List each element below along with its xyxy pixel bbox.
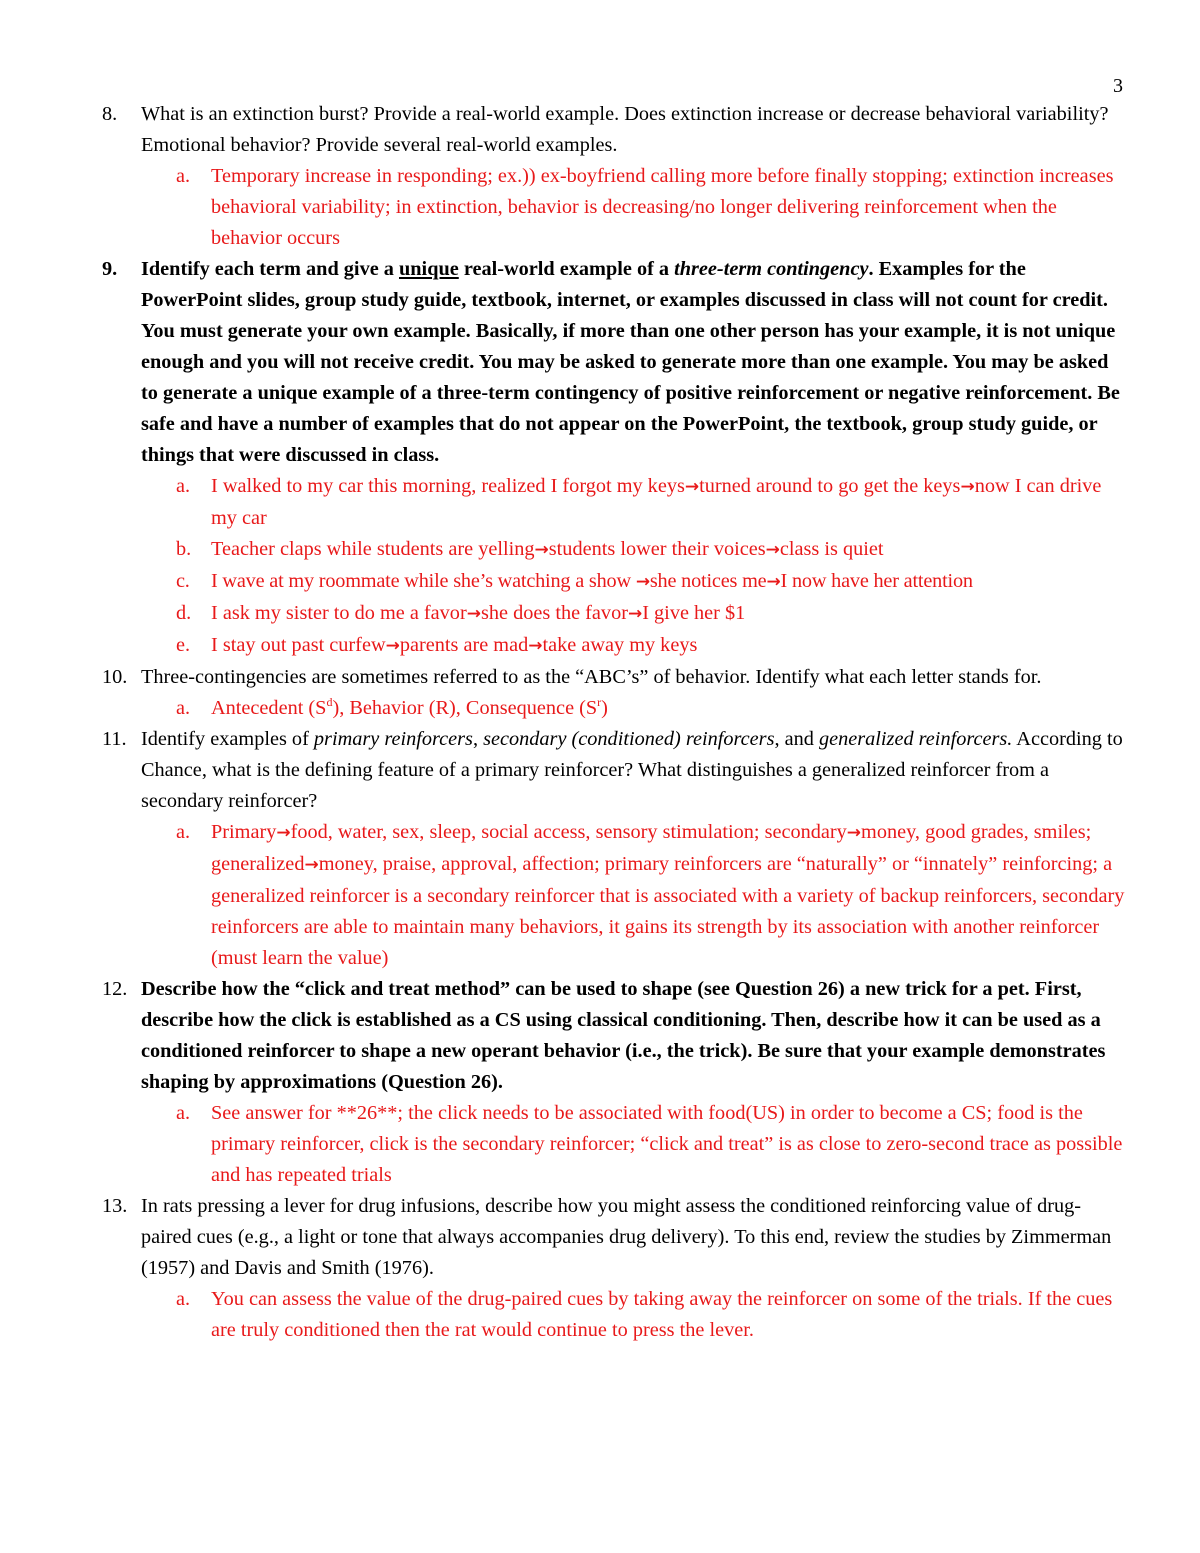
question-text-italic: three-term contingency bbox=[674, 258, 869, 280]
answer-text: take away my keys bbox=[542, 634, 698, 656]
question-number: 9. bbox=[102, 258, 118, 280]
arrow-icon: → bbox=[684, 477, 700, 497]
question-text-part: real-world example of a bbox=[458, 258, 675, 280]
arrow-icon: → bbox=[276, 823, 291, 843]
page-number: 3 bbox=[1113, 75, 1123, 97]
answer-letter: a. bbox=[176, 821, 191, 843]
question-number: 13. bbox=[102, 1195, 128, 1217]
answer-text: money, good grades, smiles; generalized bbox=[211, 821, 1092, 875]
answer-text: ), Behavior (R), Consequence (S bbox=[332, 697, 598, 719]
question-text: Describe how the “click and treat method” can be used to shape (see Question 26) a new trick for a pet. First, describe how the click is established as a CS using classical conditioning. Then, describe how it can be used as a conditioned reinforcer to shape a new operant behavior (i.e., the trick). Be sure that your example demonstrates shaping by approximations (Question 26). bbox=[141, 978, 1106, 1093]
answer-text: students lower their voices bbox=[548, 538, 766, 560]
answer-letter: a. bbox=[176, 697, 191, 719]
answer-9c bbox=[0, 566, 1200, 598]
question-10 bbox=[0, 662, 1200, 693]
question-number: 8. bbox=[102, 103, 118, 125]
arrow-icon: → bbox=[534, 540, 549, 560]
question-text-part: Identify each term and give a bbox=[141, 258, 399, 280]
arrow-icon: → bbox=[635, 572, 650, 592]
answer-text: I walked to my car this morning, realized I forgot my keys bbox=[211, 475, 685, 497]
answer-text: I ask my sister to do me a favor bbox=[211, 602, 467, 624]
answer-text: See answer for **26**; the click needs to be associated with food(US) in order to become a CS; food is the primary reinforcer, click is the secondary reinforcer; “click and treat” is as close to zero-second trace as possible and has repeated trials bbox=[211, 1102, 1123, 1186]
answer-letter: e. bbox=[176, 634, 191, 656]
arrow-icon: → bbox=[960, 477, 975, 497]
question-text-italic: secondary (conditioned) reinforcers bbox=[483, 728, 775, 750]
answer-text: money, praise, approval, affection; primary reinforcers are “naturally” or “innately” reinforcing; a generalized reinforcer is a secondary reinforcer that is associated with a variety of backup reinforcers, secondary reinforcers are able to maintain many behaviors, it gains its strength by its association with another reinforcer (must learn the value) bbox=[211, 853, 1125, 969]
question-9 bbox=[0, 254, 1200, 471]
answer-text: she notices me bbox=[649, 570, 767, 592]
question-12 bbox=[0, 974, 1200, 1098]
arrow-icon: → bbox=[528, 636, 543, 656]
answer-text: Primary bbox=[211, 821, 277, 843]
answer-text: ) bbox=[601, 697, 608, 719]
answer-text: Teacher claps while students are yelling bbox=[211, 538, 535, 560]
question-11 bbox=[0, 724, 1200, 817]
answer-text: Temporary increase in responding; ex.)) ex-boyfriend calling more before finally stopping; extinction increases behavioral variability; in extinction, behavior is decreasing/no longer delivering reinforcement when the behavior occurs bbox=[211, 165, 1114, 249]
arrow-icon: → bbox=[766, 572, 781, 592]
answer-text: food, water, sex, sleep, social access, sensory stimulation; secondary bbox=[290, 821, 847, 843]
answer-text: I stay out past curfew bbox=[211, 634, 386, 656]
question-text: Three-contingencies are sometimes referred to as the “ABC’s” of behavior. Identify what each letter stands for. bbox=[141, 666, 1042, 688]
question-number: 10. bbox=[102, 666, 128, 688]
superscript: d bbox=[326, 695, 333, 710]
arrow-icon: → bbox=[385, 636, 400, 656]
answer-text: class is quiet bbox=[779, 538, 884, 560]
question-text: In rats pressing a lever for drug infusions, describe how you might assess the conditioned reinforcing value of drug-paired cues (e.g., a light or tone that always accompanies drug delivery). To this end, review the studies by Zimmerman (1957) and Davis and Smith (1976). bbox=[141, 1195, 1112, 1279]
question-text: What is an extinction burst? Provide a real-world example. Does extinction increase or decrease behavioral variability? Emotional behavior? Provide several real-world examples. bbox=[141, 103, 1109, 156]
answer-letter: d. bbox=[176, 602, 192, 624]
answer-text: she does the favor bbox=[480, 602, 628, 624]
answer-letter: a. bbox=[176, 1288, 191, 1310]
question-text-part: . Examples for the PowerPoint slides, group study guide, textbook, internet, or examples discussed in class will not count for credit. You must generate your own example. Basically, if more than one other person has your example, it is not unique enough and you will not receive credit. You may be asked to generate more than one example. You may be asked to generate a unique example of a three-term contingency of positive reinforcement or negative reinforcement. Be safe and have a number of examples that do not appear on the PowerPoint, the textbook, group study guide, or things that were discussed in class. bbox=[141, 258, 1120, 466]
arrow-icon: → bbox=[466, 604, 481, 624]
arrow-icon: → bbox=[846, 823, 862, 843]
arrow-icon: → bbox=[627, 604, 643, 624]
question-text-part: , bbox=[472, 728, 484, 750]
question-text-underlined: unique bbox=[399, 258, 459, 280]
question-8 bbox=[0, 99, 1200, 161]
question-13 bbox=[0, 1191, 1200, 1284]
answer-12a bbox=[0, 1098, 1200, 1191]
question-number: 11. bbox=[102, 728, 127, 750]
question-list bbox=[0, 99, 1200, 1346]
arrow-icon: → bbox=[304, 855, 319, 875]
answer-text: turned around to go get the keys bbox=[699, 475, 961, 497]
answer-text: I give her $1 bbox=[642, 602, 746, 624]
answer-letter: a. bbox=[176, 1102, 191, 1124]
answer-text: parents are mad bbox=[399, 634, 529, 656]
question-text-part: , and bbox=[774, 728, 819, 750]
answer-9e bbox=[0, 630, 1200, 662]
arrow-icon: → bbox=[765, 540, 780, 560]
answer-text: I wave at my roommate while she’s watching a show bbox=[211, 570, 636, 592]
answer-10a bbox=[0, 693, 1200, 724]
question-text-part: According to Chance, what is the defining feature of a primary reinforcer? What distinguishes a generalized reinforcer from a secondary reinforcer? bbox=[141, 728, 1123, 812]
answer-letter: a. bbox=[176, 165, 191, 187]
answer-13a bbox=[0, 1284, 1200, 1346]
question-text-italic: generalized reinforcers. bbox=[818, 728, 1013, 750]
answer-text: You can assess the value of the drug-paired cues by taking away the reinforcer on some of the trials. If the cues are truly conditioned then the rat would continue to press the lever. bbox=[211, 1288, 1113, 1341]
answer-11a bbox=[0, 817, 1200, 974]
answer-letter: b. bbox=[176, 538, 192, 560]
superscript: r bbox=[597, 695, 602, 710]
answer-letter: c. bbox=[176, 570, 190, 592]
answer-9d bbox=[0, 598, 1200, 630]
question-text-italic: primary reinforcers bbox=[313, 728, 473, 750]
answer-8a bbox=[0, 161, 1200, 254]
answer-text: I now have her attention bbox=[780, 570, 973, 592]
answer-9a bbox=[0, 471, 1200, 534]
answer-text: now I can drive my car bbox=[211, 475, 1102, 529]
answer-text: Antecedent (S bbox=[211, 697, 327, 719]
question-number: 12. bbox=[102, 978, 128, 1000]
answer-9b bbox=[0, 534, 1200, 566]
answer-letter: a. bbox=[176, 475, 191, 497]
question-text-part: Identify examples of bbox=[141, 728, 314, 750]
